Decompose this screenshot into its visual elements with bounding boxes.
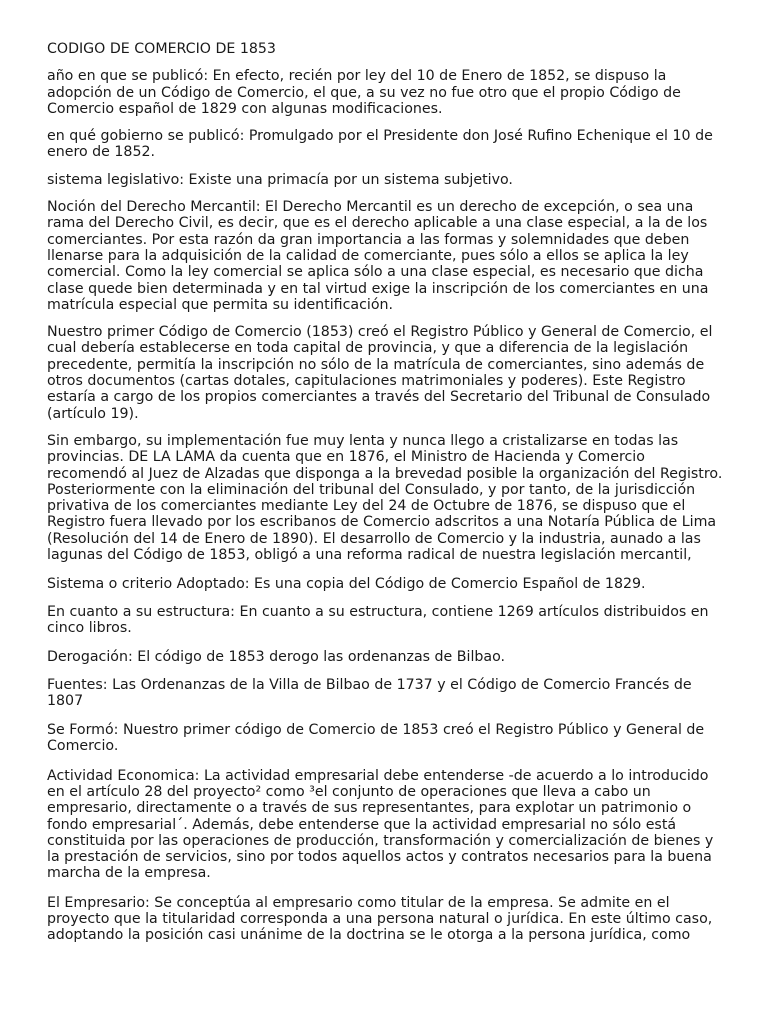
document-page xyxy=(47,41,723,955)
paragraph-empresario: El Empresario: Se conceptúa al empresario como titular de la empresa. Se admite en el proyecto que la titularidad corresponda a una persona natural o jurídica. En este último caso, adoptando la posición casi unánime de la doctrina se le otorga a la persona jurídica, como xyxy=(47,894,713,944)
paragraph-gobierno: en qué gobierno se publicó: Promulgado por el Presidente don José Rufino Echenique el 10 de enero de 1852. xyxy=(47,128,713,161)
paragraph-actividad-economica: Actividad Economica: La actividad empresarial debe entenderse -de acuerdo a lo introducido en el artículo 28 del proyecto² como ³el conjunto de operaciones que lleva a cabo un empresario, directamente o a través de sus representantes, para explotar un patrimonio o fondo empresarial´. Además, debe entenderse que la actividad empresarial no sólo está constituida por las operaciones de producción, transformación y comercialización de bienes y la prestación de servicios, sino por todos aquellos actos y contratos necesarios para la buena marcha de la empresa. xyxy=(47,767,714,882)
paragraph-se-formo: Se Formó: Nuestro primer código de Comercio de 1853 creó el Registro Público y General de Comercio. xyxy=(47,722,705,755)
paragraph-sistema-adoptado: Sistema o criterio Adoptado: Es una copia del Código de Comercio Español de 1829. xyxy=(47,576,646,593)
paragraph-fuentes: Fuentes: Las Ordenanzas de la Villa de Bilbao de 1737 y el Código de Comercio Francés de 1807 xyxy=(47,676,692,709)
paragraph-registro-publico: Nuestro primer Código de Comercio (1853) creó el Registro Público y General de Comercio, el cual debería establecerse en toda capital de provincia, y que a diferencia de la legislación precedente, permitía la inscripción no sólo de la matrícula de comerciantes, sino además de otros documentos (cartas dotales, capitulaciones matrimoniales y poderes). Este Registro estaría a cargo de los propios comerciantes a través del Secretario del Tribunal de Consulado (artículo 19). xyxy=(47,324,713,422)
paragraph-sistema-legislativo: sistema legislativo: Existe una primacía por un sistema subjetivo. xyxy=(47,171,513,188)
paragraph-implementacion: Sin embargo, su implementación fue muy lenta y nunca llego a cristalizarse en todas las provincias. DE LA LAMA da cuenta que en 1876, el Ministro de Hacienda y Comercio recomendó al Juez de Alzadas que disponga a la brevedad posible la organización del Registro. Posteriormente con la eliminación del tribunal del Consulado, y por tanto, de la jurisdicción privativa de los comerciantes mediante Ley del 24 de Octubre de 1876, se dispuso que el Registro fuera llevado por los escribanos de Comercio adscritos a una Notaría Pública de Lima (Resolución del 14 de Enero de 1890). El desarrollo de Comercio y la industria, aunado a las lagunas del Código de 1853, obligó a una reforma radical de nuestra legislación mercantil, xyxy=(47,432,723,564)
paragraph-estructura: En cuanto a su estructura: En cuanto a su estructura, contiene 1269 artículos distribuidos en cinco libros. xyxy=(47,603,709,636)
paragraph-nocion-derecho-mercantil: Noción del Derecho Mercantil: El Derecho Mercantil es un derecho de excepción, o sea una rama del Derecho Civil, es decir, que es el derecho aplicable a una clase especial, a la de los comerciantes. Por esta razón da gran importancia a las formas y solemnidades que deben llenarse para la adquisición de la calidad de comerciante, pues sólo a ellos se aplica la ley comercial. Como la ley comercial se aplica sólo a una clase especial, es necesario que dicha clase quede bien determinada y en tal virtud exige la inscripción de los comerciantes en una matrícula especial que permita su identificación. xyxy=(47,199,709,313)
paragraph-anio-publicacion: año en que se publicó: En efecto, recién por ley del 10 de Enero de 1852, se dispuso la adopción de un Código de Comercio, el que, a su vez no fue otro que el propio Código de Comercio español de 1829 con algunas modificaciones. xyxy=(47,68,681,117)
paragraph-derogacion: Derogación: El código de 1853 derogo las ordenanzas de Bilbao. xyxy=(47,649,506,666)
document-title: CODIGO DE COMERCIO DE 1853 xyxy=(47,41,276,57)
